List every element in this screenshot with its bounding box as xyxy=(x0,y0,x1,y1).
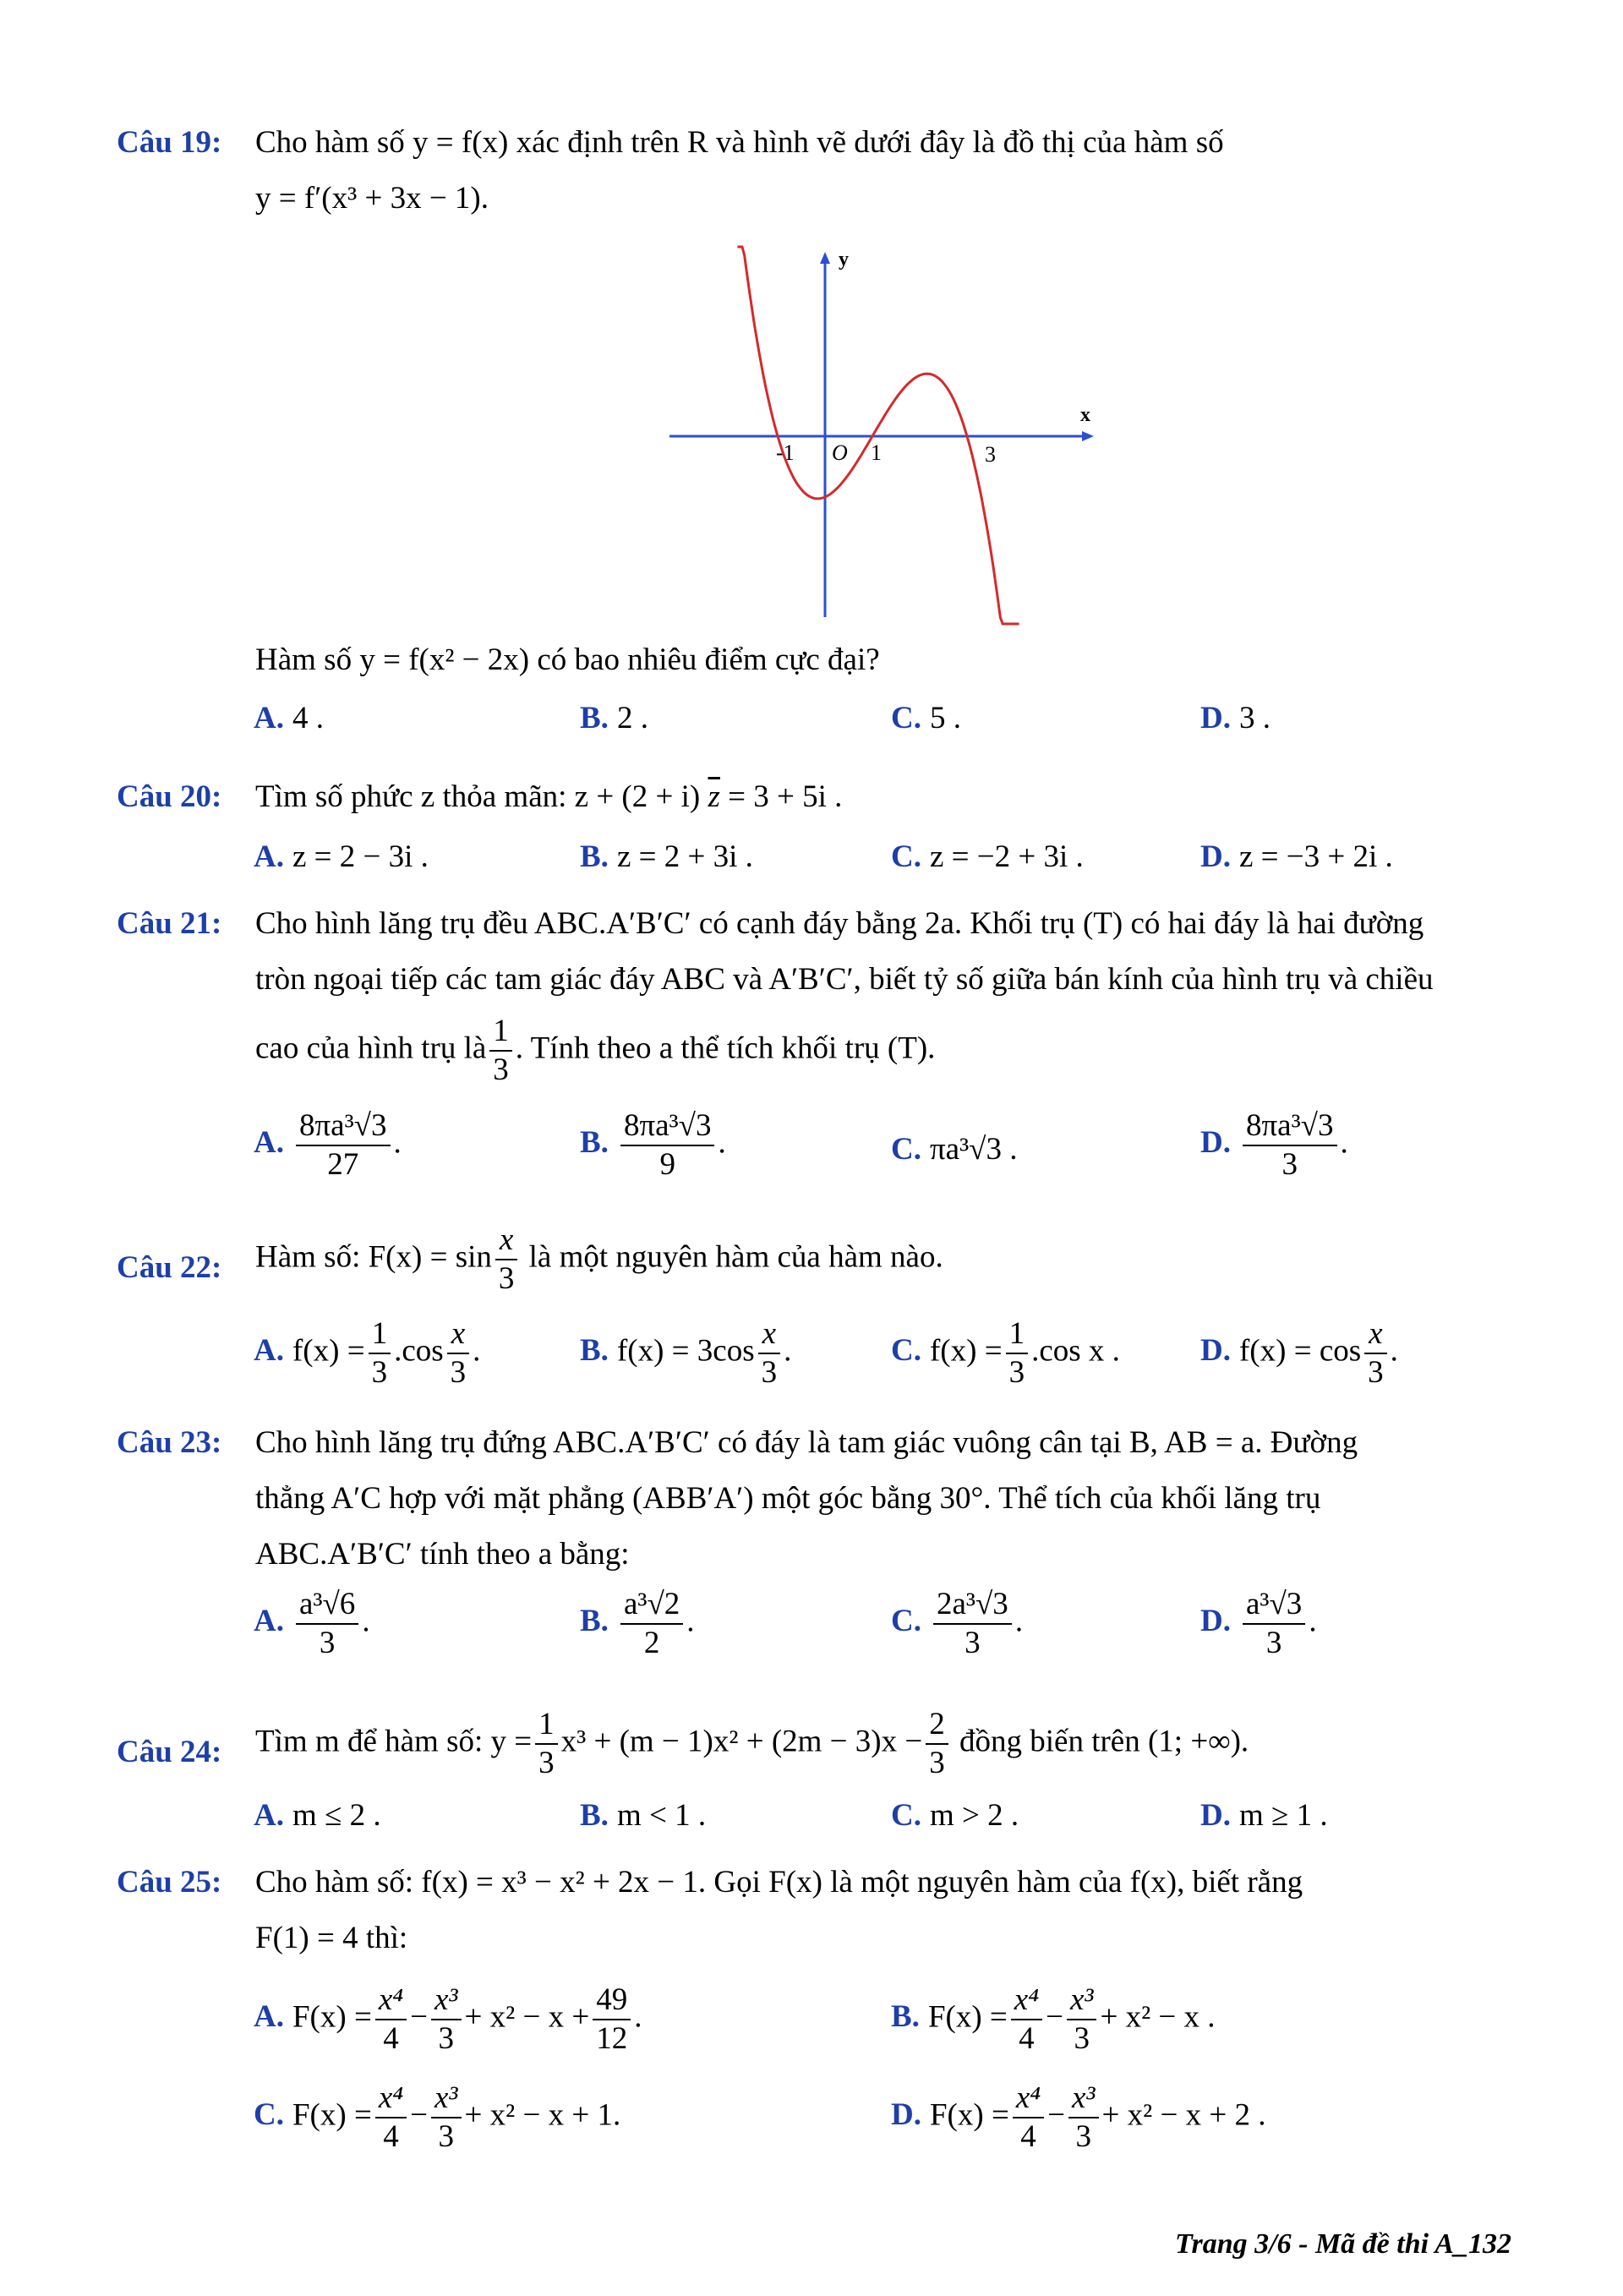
question-number: Câu 25: xyxy=(117,1865,222,1900)
q19-option-b[interactable]: B. 2 . xyxy=(580,701,648,735)
q22-option-d[interactable]: D. f(x) = cos $\frac{x}{3}$ . xyxy=(1200,1316,1398,1390)
question-number: Câu 23: xyxy=(117,1425,222,1460)
question-number: Câu 21: xyxy=(117,906,222,941)
derivative-graph xyxy=(659,245,1099,626)
q24-option-b[interactable]: B. m < 1 . xyxy=(580,1798,707,1833)
q24-option-d[interactable]: D. m ≥ 1 . xyxy=(1200,1798,1328,1833)
page-footer: Trang 3/6 - Mã đề thi A_132 xyxy=(1175,2228,1511,2260)
q21-option-c[interactable]: C. πa³√3 . xyxy=(891,1132,1018,1167)
question-19 xyxy=(117,115,1511,227)
question-21 xyxy=(117,896,1511,1089)
q23-option-c[interactable]: C. $\frac{\text{2a³√3}}{3}$ . xyxy=(891,1587,1024,1660)
question-23 xyxy=(117,1415,1511,1583)
q23-option-b[interactable]: B. $\frac{\text{a³√2}}{2}$ . xyxy=(580,1587,695,1660)
q20-option-d[interactable]: D. z = −3 + 2i . xyxy=(1200,839,1393,874)
q23-option-d[interactable]: D. $\frac{\text{a³√3}}{3}$ . xyxy=(1200,1587,1317,1660)
x-axis-label: x xyxy=(1080,404,1090,426)
question-text: Cho hình lăng trụ đều ABC.A′B′C′ có cạnh đáy bằng 2a. Khối trụ (T) có hai đáy là hai đường tròn ngoại tiếp các tam giác đáy ABC và A′B′C′, biết tỷ số giữa bán kính của hình trụ và chiều cao của hình trụ là $\frac{1}{3}$ . Tính theo a thể tích khối trụ (T). xyxy=(255,906,1434,1087)
q25-option-b[interactable]: B. F(x) = $\frac{\text{x⁴}}{4}$ − $\frac{\text{x³}}{3}$ + x² − x . xyxy=(891,1982,1216,2056)
question-number: Câu 22: xyxy=(117,1250,222,1285)
origin-label: O xyxy=(832,440,848,465)
q25-option-d[interactable]: D. F(x) = $\frac{\text{x⁴}}{4}$ − $\frac{\text{x³}}{3}$ + x² − x + 2 . xyxy=(891,2080,1266,2154)
q25-option-c[interactable]: C. F(x) = $\frac{\text{x⁴}}{4}$ − $\frac{\text{x³}}{3}$ + x² − x + 1. xyxy=(254,2080,621,2154)
question-text: Tìm số phức z thỏa mãn: z + (2 + i) $\overline{z} = 3 + 5i$ . xyxy=(255,779,843,814)
q20-option-c[interactable]: C. z = −2 + 3i . xyxy=(891,839,1084,874)
question-24 xyxy=(117,1706,1511,1782)
q19-option-a[interactable]: A. 4 . xyxy=(254,701,324,735)
question-text: Tìm m để hàm số: y = $\frac{1}{3}$ x³ + (m − 1)x² + (2m − 3)x − $\frac{2}{3}$ đồng biến trên (1; +∞). xyxy=(255,1707,1249,1780)
question-25 xyxy=(117,1855,1511,1966)
q23-option-a[interactable]: A. $\frac{\text{a³√6}}{3}$ . xyxy=(254,1587,370,1660)
y-axis-label: y xyxy=(839,249,849,271)
question-text: Cho hình lăng trụ đứng ABC.A′B′C′ có đáy là tam giác vuông cân tại B, AB = a. Đường thẳng A′C hợp với mặt phẳng (ABB′A′) một góc bằng 30°. Thể tích của khối lăng trụ ABC.A′B′C′ tính theo a bằng: xyxy=(255,1425,1358,1572)
question-number: Câu 19: xyxy=(117,125,222,160)
question-20 xyxy=(117,769,1511,825)
question-text: Cho hàm số y = f(x) xác định trên R và hình vẽ dưới đây là đồ thị của hàm số y = f′(x³ + 3x − 1). xyxy=(255,125,1224,216)
q20-option-b[interactable]: B. z = 2 + 3i . xyxy=(580,839,753,874)
question-text: Hàm số: F(x) = sin $\frac{x}{3}$ là một nguyên hàm của hàm nào. xyxy=(255,1222,943,1296)
q21-option-a[interactable]: A. $\frac{\text{8πa³√3}}{27}$ . xyxy=(254,1108,402,1182)
question-text: Cho hàm số: f(x) = x³ − x² + 2x − 1. Gọi F(x) là một nguyên hàm của f(x), biết rằng F(1) = 4 thì: xyxy=(255,1865,1303,1955)
question-number: Câu 24: xyxy=(117,1735,222,1769)
ratio-fraction: $\frac{1}{3}$ xyxy=(489,1013,512,1089)
x-axis-arrow xyxy=(1082,431,1094,441)
q19-option-c[interactable]: C. 5 . xyxy=(891,701,961,735)
q25-option-a[interactable]: A. F(x) = $\frac{\text{x⁴}}{4}$ − $\frac{\text{x³}}{3}$ + x² − x + $\frac{49}{12}$ . xyxy=(254,1982,642,2056)
q20-option-a[interactable]: A. z = 2 − 3i . xyxy=(254,839,429,874)
q24-option-c[interactable]: C. m > 2 . xyxy=(891,1798,1019,1833)
y-axis-arrow xyxy=(820,252,830,264)
tick-label-minus-1: -1 xyxy=(776,440,795,465)
q21-option-d[interactable]: D. $\frac{\text{8πa³√3}}{3}$ . xyxy=(1200,1108,1348,1182)
tick-label-1: 1 xyxy=(871,440,882,465)
q19-option-d[interactable]: D. 3 . xyxy=(1200,701,1271,735)
q22-option-c[interactable]: C. f(x) = $\frac{1}{3}$ .cos x . xyxy=(891,1316,1120,1390)
q21-option-b[interactable]: B. $\frac{\text{8πa³√3}}{9}$ . xyxy=(580,1108,726,1182)
question-number: Câu 20: xyxy=(117,779,222,814)
q22-option-a[interactable]: A. f(x) = $\frac{1}{3}$ .cos $\frac{x}{3}$ . xyxy=(254,1316,481,1390)
question-19-prompt: Hàm số y = f(x² − 2x) có bao nhiêu điểm cực đại? xyxy=(255,642,880,677)
q24-option-a[interactable]: A. m ≤ 2 . xyxy=(254,1798,381,1833)
tick-label-3: 3 xyxy=(985,442,996,467)
q22-option-b[interactable]: B. f(x) = 3cos $\frac{x}{3}$ . xyxy=(580,1316,792,1390)
question-22 xyxy=(117,1222,1511,1298)
